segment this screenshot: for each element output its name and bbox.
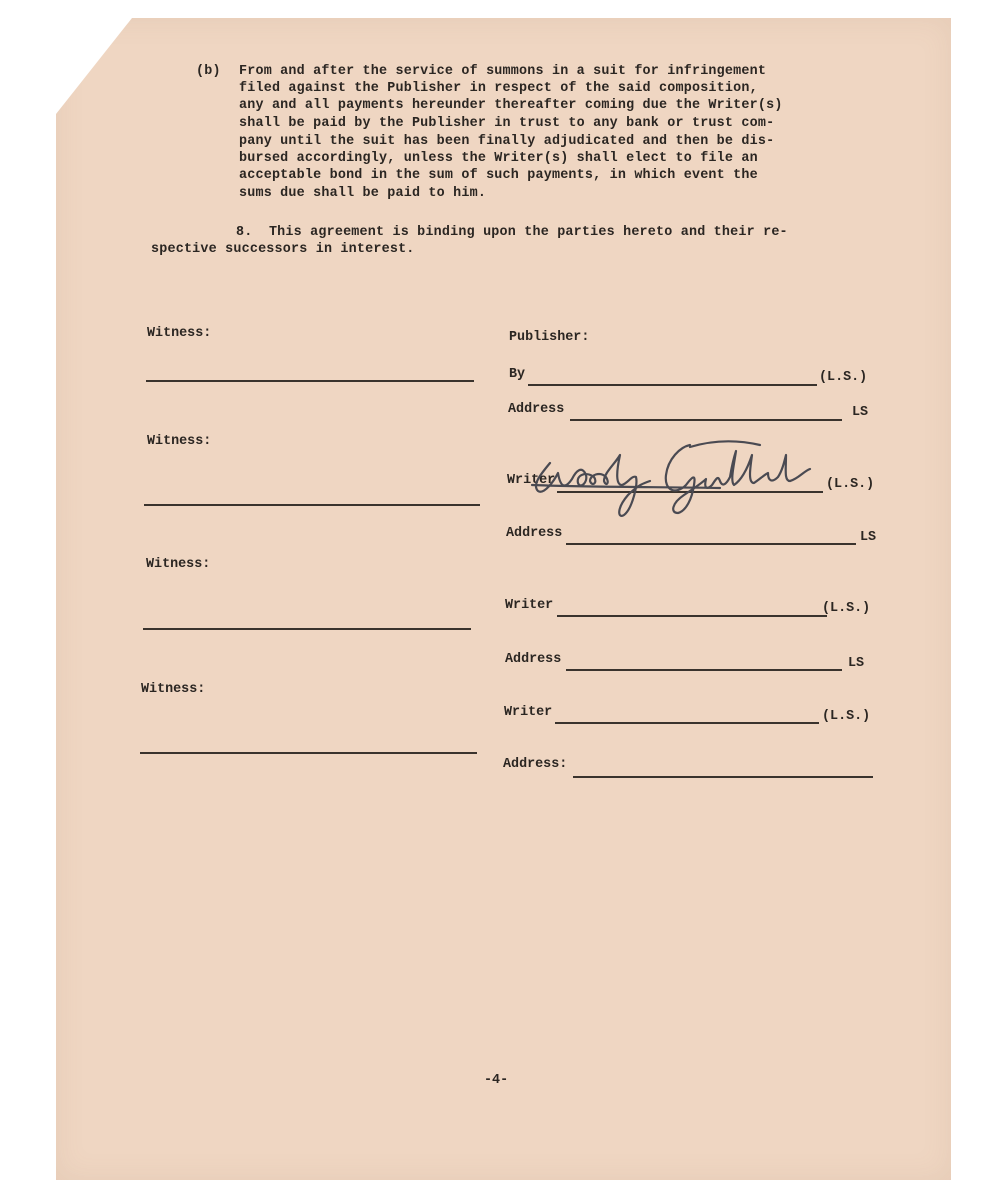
witness-signature-line	[140, 752, 477, 754]
witness-signature-line	[146, 380, 474, 382]
ls-seal-label: LS	[852, 405, 869, 420]
ls-seal-label: (L.S.)	[819, 370, 868, 385]
writer-signature-line	[557, 615, 827, 617]
clause-b-marker: (b)	[196, 64, 221, 79]
clause-b-line: From and after the service of summons in a suit for infringement	[239, 64, 767, 79]
publisher-by-label: By	[509, 367, 526, 382]
writer-label: Writer	[507, 473, 556, 488]
publisher-address-label: Address	[508, 402, 565, 417]
ls-seal-label: LS	[860, 530, 877, 545]
ls-seal-label: (L.S.)	[822, 709, 871, 724]
writer-address-line	[566, 669, 842, 671]
clause-8-line: spective successors in interest.	[151, 242, 415, 257]
clause-b-line: filed against the Publisher in respect of the said composition,	[239, 81, 758, 96]
ls-seal-label: (L.S.)	[826, 477, 875, 492]
clause-b-line: shall be paid by the Publisher in trust to any bank or trust com-	[239, 116, 775, 131]
witness-label: Witness:	[147, 326, 212, 341]
witness-label: Witness:	[146, 557, 211, 572]
publisher-address-line	[570, 419, 842, 421]
ls-seal-label: (L.S.)	[822, 601, 871, 616]
clause-b-line: pany until the suit has been finally adjudicated and then be dis-	[239, 134, 775, 149]
writer-address-label: Address	[506, 526, 563, 541]
writer-address-label: Address	[505, 652, 562, 667]
publisher-signature-line	[528, 384, 817, 386]
document-page	[56, 18, 951, 1180]
writer-address-label: Address:	[503, 757, 568, 772]
publisher-label: Publisher:	[509, 330, 590, 345]
witness-signature-line	[144, 504, 480, 506]
witness-label: Witness:	[147, 434, 212, 449]
witness-signature-line	[143, 628, 471, 630]
clause-b-line: bursed accordingly, unless the Writer(s) shall elect to file an	[239, 151, 758, 166]
writer-label: Writer	[504, 705, 553, 720]
clause-b-line: sums due shall be paid to him.	[239, 186, 487, 201]
writer-address-line	[566, 543, 856, 545]
page-number: -4-	[484, 1073, 509, 1088]
woody-guthrie-signature	[520, 425, 820, 525]
witness-label: Witness:	[141, 682, 206, 697]
writer-label: Writer	[505, 598, 554, 613]
clause-8-line: 8. This agreement is binding upon the parties hereto and their re-	[236, 225, 788, 240]
clause-b-line: any and all payments hereunder thereafter coming due the Writer(s)	[239, 98, 783, 113]
ls-seal-label: LS	[848, 656, 865, 671]
clause-b-line: acceptable bond in the sum of such payments, in which event the	[239, 168, 758, 183]
writer-signature-line	[555, 722, 819, 724]
writer-address-line	[573, 776, 873, 778]
